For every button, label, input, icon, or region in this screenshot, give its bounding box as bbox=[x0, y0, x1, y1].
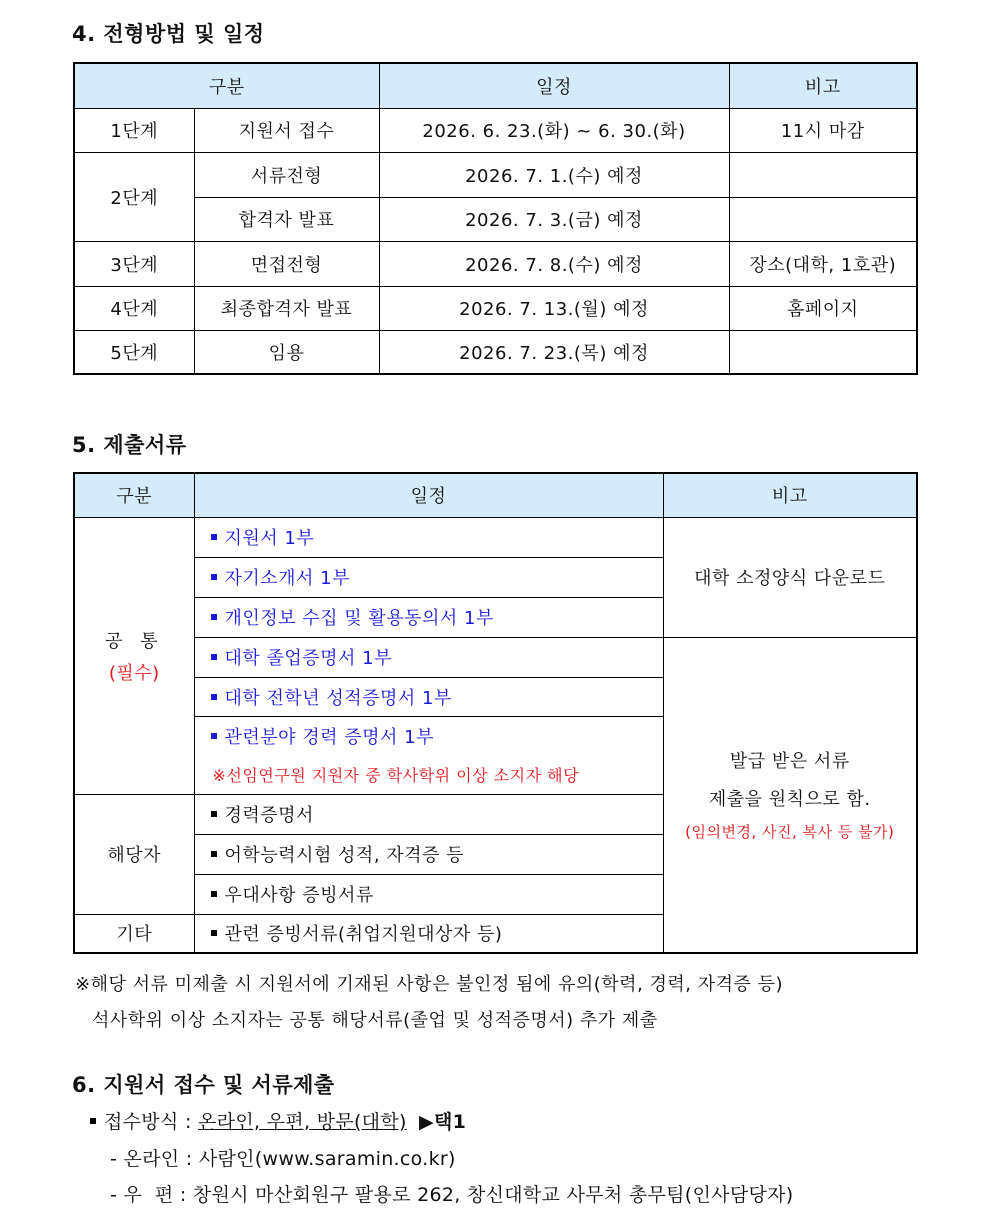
bullet-icon bbox=[211, 811, 217, 817]
date-cell: 2026. 7. 8.(수) 예정 bbox=[379, 241, 729, 286]
mail-value: 창원시 마산회원구 팔용로 262, 창신대학교 사무처 총무팀(인사담당자) bbox=[192, 1184, 794, 1206]
section4-title: 4. 전형방법 및 일정 bbox=[72, 22, 265, 46]
note-cell bbox=[729, 152, 917, 197]
item-cell: 서류전형 bbox=[194, 152, 379, 197]
stage-cell: 2단계 bbox=[74, 152, 194, 241]
list-item: 자기소개서 1부 bbox=[194, 557, 663, 597]
item-cell: 합격자 발표 bbox=[194, 197, 379, 241]
common-label: 공 통 bbox=[105, 630, 164, 652]
bullet-icon bbox=[211, 891, 217, 897]
stage-cell: 3단계 bbox=[74, 241, 194, 286]
remark-issued-sub: (임의변경, 사진, 복사 등 불가) bbox=[685, 823, 895, 842]
date-cell: 2026. 6. 23.(화) ~ 6. 30.(화) bbox=[379, 108, 729, 152]
bullet-icon bbox=[211, 654, 217, 660]
online-line: - 온라인 : 사람인(www.saramin.co.kr) bbox=[110, 1148, 456, 1170]
note-cell bbox=[729, 330, 917, 374]
documents-table bbox=[73, 472, 918, 954]
online-value: 사람인(www.saramin.co.kr) bbox=[198, 1148, 456, 1170]
date-cell: 2026. 7. 13.(월) 예정 bbox=[379, 286, 729, 330]
bullet-icon bbox=[211, 574, 217, 580]
table-row bbox=[74, 152, 917, 197]
header-remarks: 비고 bbox=[729, 63, 917, 108]
list-item: 개인정보 수집 및 활용동의서 1부 bbox=[194, 597, 663, 637]
header-schedule: 일정 bbox=[194, 473, 663, 517]
date-cell: 2026. 7. 1.(수) 예정 bbox=[379, 152, 729, 197]
common-category-cell bbox=[74, 517, 194, 794]
remark-issued-cell bbox=[663, 637, 917, 953]
select-one-label: ▶택1 bbox=[419, 1111, 467, 1133]
bullet-icon bbox=[211, 614, 217, 620]
remark-download-cell: 대학 소정양식 다운로드 bbox=[663, 517, 917, 637]
bullet-icon bbox=[90, 1118, 96, 1124]
submission-method: 접수방식 : 온라인, 우편, 방문(대학) ▶택1 bbox=[90, 1107, 466, 1134]
stage-cell: 1단계 bbox=[74, 108, 194, 152]
bullet-icon bbox=[211, 851, 217, 857]
bullet-icon bbox=[211, 930, 217, 936]
list-item: 관련분야 경력 증명서 1부 bbox=[194, 716, 663, 756]
list-item: 지원서 1부 bbox=[194, 517, 663, 557]
bullet-icon bbox=[211, 694, 217, 700]
section5-title: 5. 제출서류 bbox=[72, 433, 187, 457]
header-category: 구분 bbox=[74, 473, 194, 517]
date-cell: 2026. 7. 23.(목) 예정 bbox=[379, 330, 729, 374]
list-item: 우대사항 증빙서류 bbox=[194, 874, 663, 914]
table-row bbox=[74, 197, 917, 241]
note-cell bbox=[729, 197, 917, 241]
bullet-icon bbox=[211, 733, 217, 739]
remark-issued-line1: 발급 받은 서류 bbox=[729, 751, 850, 773]
table-row bbox=[74, 108, 917, 152]
item-cell: 면접전형 bbox=[194, 241, 379, 286]
list-item: 대학 졸업증명서 1부 bbox=[194, 637, 663, 677]
item-cell: 지원서 접수 bbox=[194, 108, 379, 152]
section6-title: 6. 지원서 접수 및 서류제출 bbox=[72, 1073, 335, 1097]
list-item: 어학능력시험 성적, 자격증 등 bbox=[194, 834, 663, 874]
other-category-cell: 기타 bbox=[74, 914, 194, 953]
submission-method-value: 온라인, 우편, 방문(대학) bbox=[198, 1111, 407, 1133]
note-cell: 장소(대학, 1호관) bbox=[729, 241, 917, 286]
schedule-table bbox=[73, 62, 918, 375]
header-remarks: 비고 bbox=[663, 473, 917, 517]
documents-note-line2: 석사학위 이상 소지자는 공통 해당서류(졸업 및 성적증명서) 추가 제출 bbox=[92, 1010, 658, 1031]
header-schedule: 일정 bbox=[379, 63, 729, 108]
note-cell: 홈페이지 bbox=[729, 286, 917, 330]
table-row bbox=[74, 330, 917, 374]
date-cell: 2026. 7. 3.(금) 예정 bbox=[379, 197, 729, 241]
stage-cell: 5단계 bbox=[74, 330, 194, 374]
applicable-category-cell: 해당자 bbox=[74, 794, 194, 914]
list-item: 대학 전학년 성적증명서 1부 bbox=[194, 677, 663, 716]
table-row bbox=[74, 241, 917, 286]
common-required-label: (필수) bbox=[108, 662, 160, 684]
item-cell: 최종합격자 발표 bbox=[194, 286, 379, 330]
note-cell: 11시 마감 bbox=[729, 108, 917, 152]
documents-note-line1: ※해당 서류 미제출 시 지원서에 기재된 사항은 불인정 됨에 유의(학력, 경력, 자격증 등) bbox=[75, 974, 784, 995]
bullet-icon bbox=[211, 534, 217, 540]
header-category: 구분 bbox=[74, 63, 379, 108]
remark-issued-line2: 제출을 원칙으로 함. bbox=[708, 789, 871, 811]
item-cell: 임용 bbox=[194, 330, 379, 374]
stage-cell: 4단계 bbox=[74, 286, 194, 330]
mail-line: - 우 편 : 창원시 마산회원구 팔용로 262, 창신대학교 사무처 총무팀(인사담당자) bbox=[110, 1184, 794, 1206]
common-note: ※선임연구원 지원자 중 학사학위 이상 소지자 해당 bbox=[194, 756, 663, 794]
list-item: 관련 증빙서류(취업지원대상자 등) bbox=[194, 914, 663, 953]
table-row bbox=[74, 286, 917, 330]
list-item: 경력증명서 bbox=[194, 794, 663, 834]
